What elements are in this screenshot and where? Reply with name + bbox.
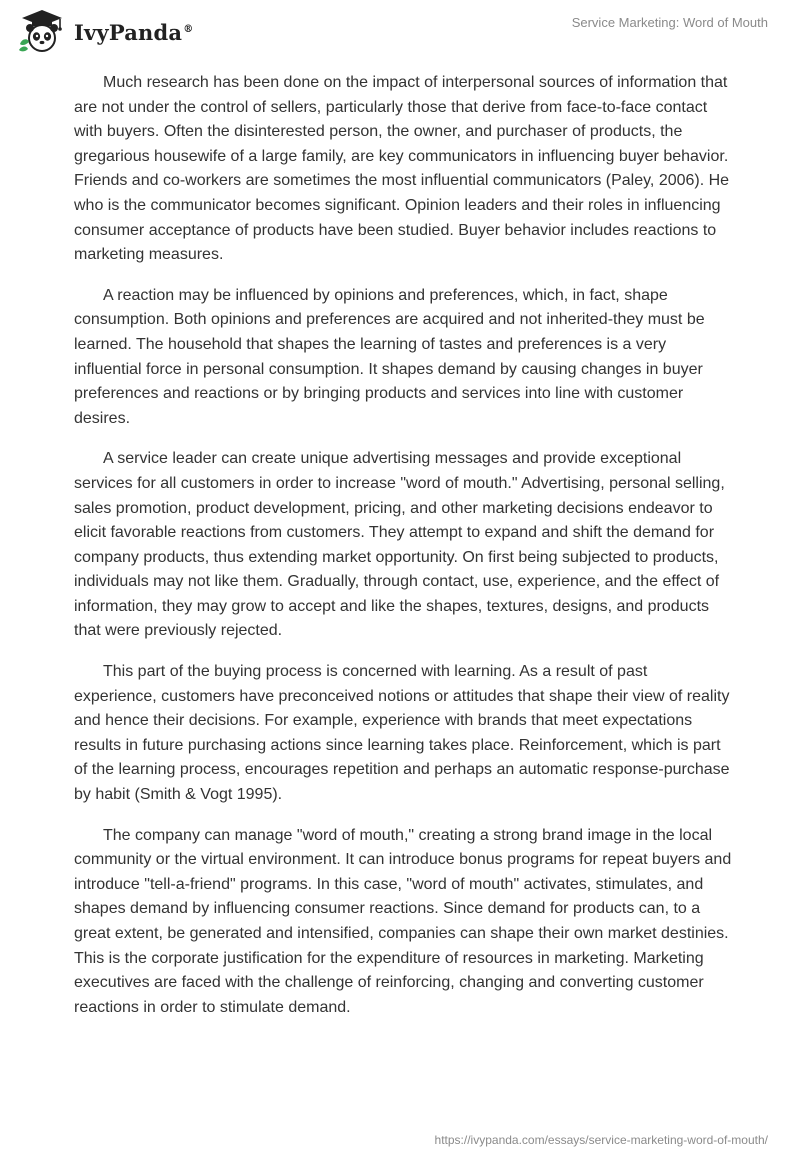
source-url-link[interactable]: https://ivypanda.com/essays/service-marketing-word-of-mouth/ bbox=[434, 1133, 768, 1147]
panda-graduate-icon bbox=[16, 8, 68, 54]
paragraph: Much research has been done on the impact of interpersonal sources of information that are not under the control of sellers, particularly those that derive from face-to-face contact with buyers. Often the disinterested person, the owner, and purchaser of products, the gregarious housewife of a large family, are key communicators in influencing buyer behavior. Friends and co-workers are sometimes the most influential communicators (Paley, 2006). He who is the communicator becomes significant. Opinion leaders and their roles in influencing consumer acceptance of products have been studied. Buyer behavior includes reactions to marketing measures. bbox=[74, 74, 730, 264]
page-header bbox=[0, 0, 800, 60]
paragraph: A reaction may be influenced by opinions and preferences, which, in fact, shape consumption. Both opinions and preferences are acquired and not inherited-they must be learned. The household that shapes the learning of tastes and preferences is a very influential force in personal consumption. It shapes demand by causing changes in buyer preferences and reactions or by bringing products and services into line with customer desires. bbox=[74, 286, 705, 427]
logo-wordmark: IvyPanda® bbox=[74, 19, 194, 45]
paragraph: A service leader can create unique advertising messages and provide exceptional services for all customers in order to increase "word of mouth." Advertising, personal selling, sales promotion, product development, pricing, and other marketing decisions endeavor to elicit favorable reactions from customers. They attempt to expand and shift the demand for company products, thus extending market opportunity. On first being subjected to products, individuals may not like them. Gradually, through contact, use, experience, and the effect of information, they may grow to accept and like the shapes, textures, designs, and products that were previously rejected. bbox=[74, 450, 725, 640]
essay-body bbox=[74, 71, 734, 1036]
paragraph: The company can manage "word of mouth," creating a strong brand image in the local community or the virtual environment. It can introduce bonus programs for repeat buyers and introduce "tell-a-friend" programs. In this case, "word of mouth" activates, stimulates, and shapes demand by influencing consumer reactions. Since demand for products can, to a great extent, be generated and intensified, companies can shape their own market destinies. This is the corporate justification for the expenditure of resources in marketing. Marketing executives are faced with the challenge of reinforcing, changing and converting customer reactions in order to stimulate demand. bbox=[74, 826, 732, 1016]
paragraph: This part of the buying process is concerned with learning. As a result of past experience, customers have preconceived notions or attitudes that shape their view of reality and hence their decisions. For example, experience with brands that meet expectations results in future purchasing actions since learning takes place. Reinforcement, which is part of the learning process, encourages repetition and perhaps an automatic response-purchase by habit (Smith & Vogt 1995). bbox=[74, 663, 730, 804]
document-title: Service Marketing: Word of Mouth bbox=[571, 15, 768, 30]
ivypanda-logo[interactable] bbox=[16, 8, 193, 54]
